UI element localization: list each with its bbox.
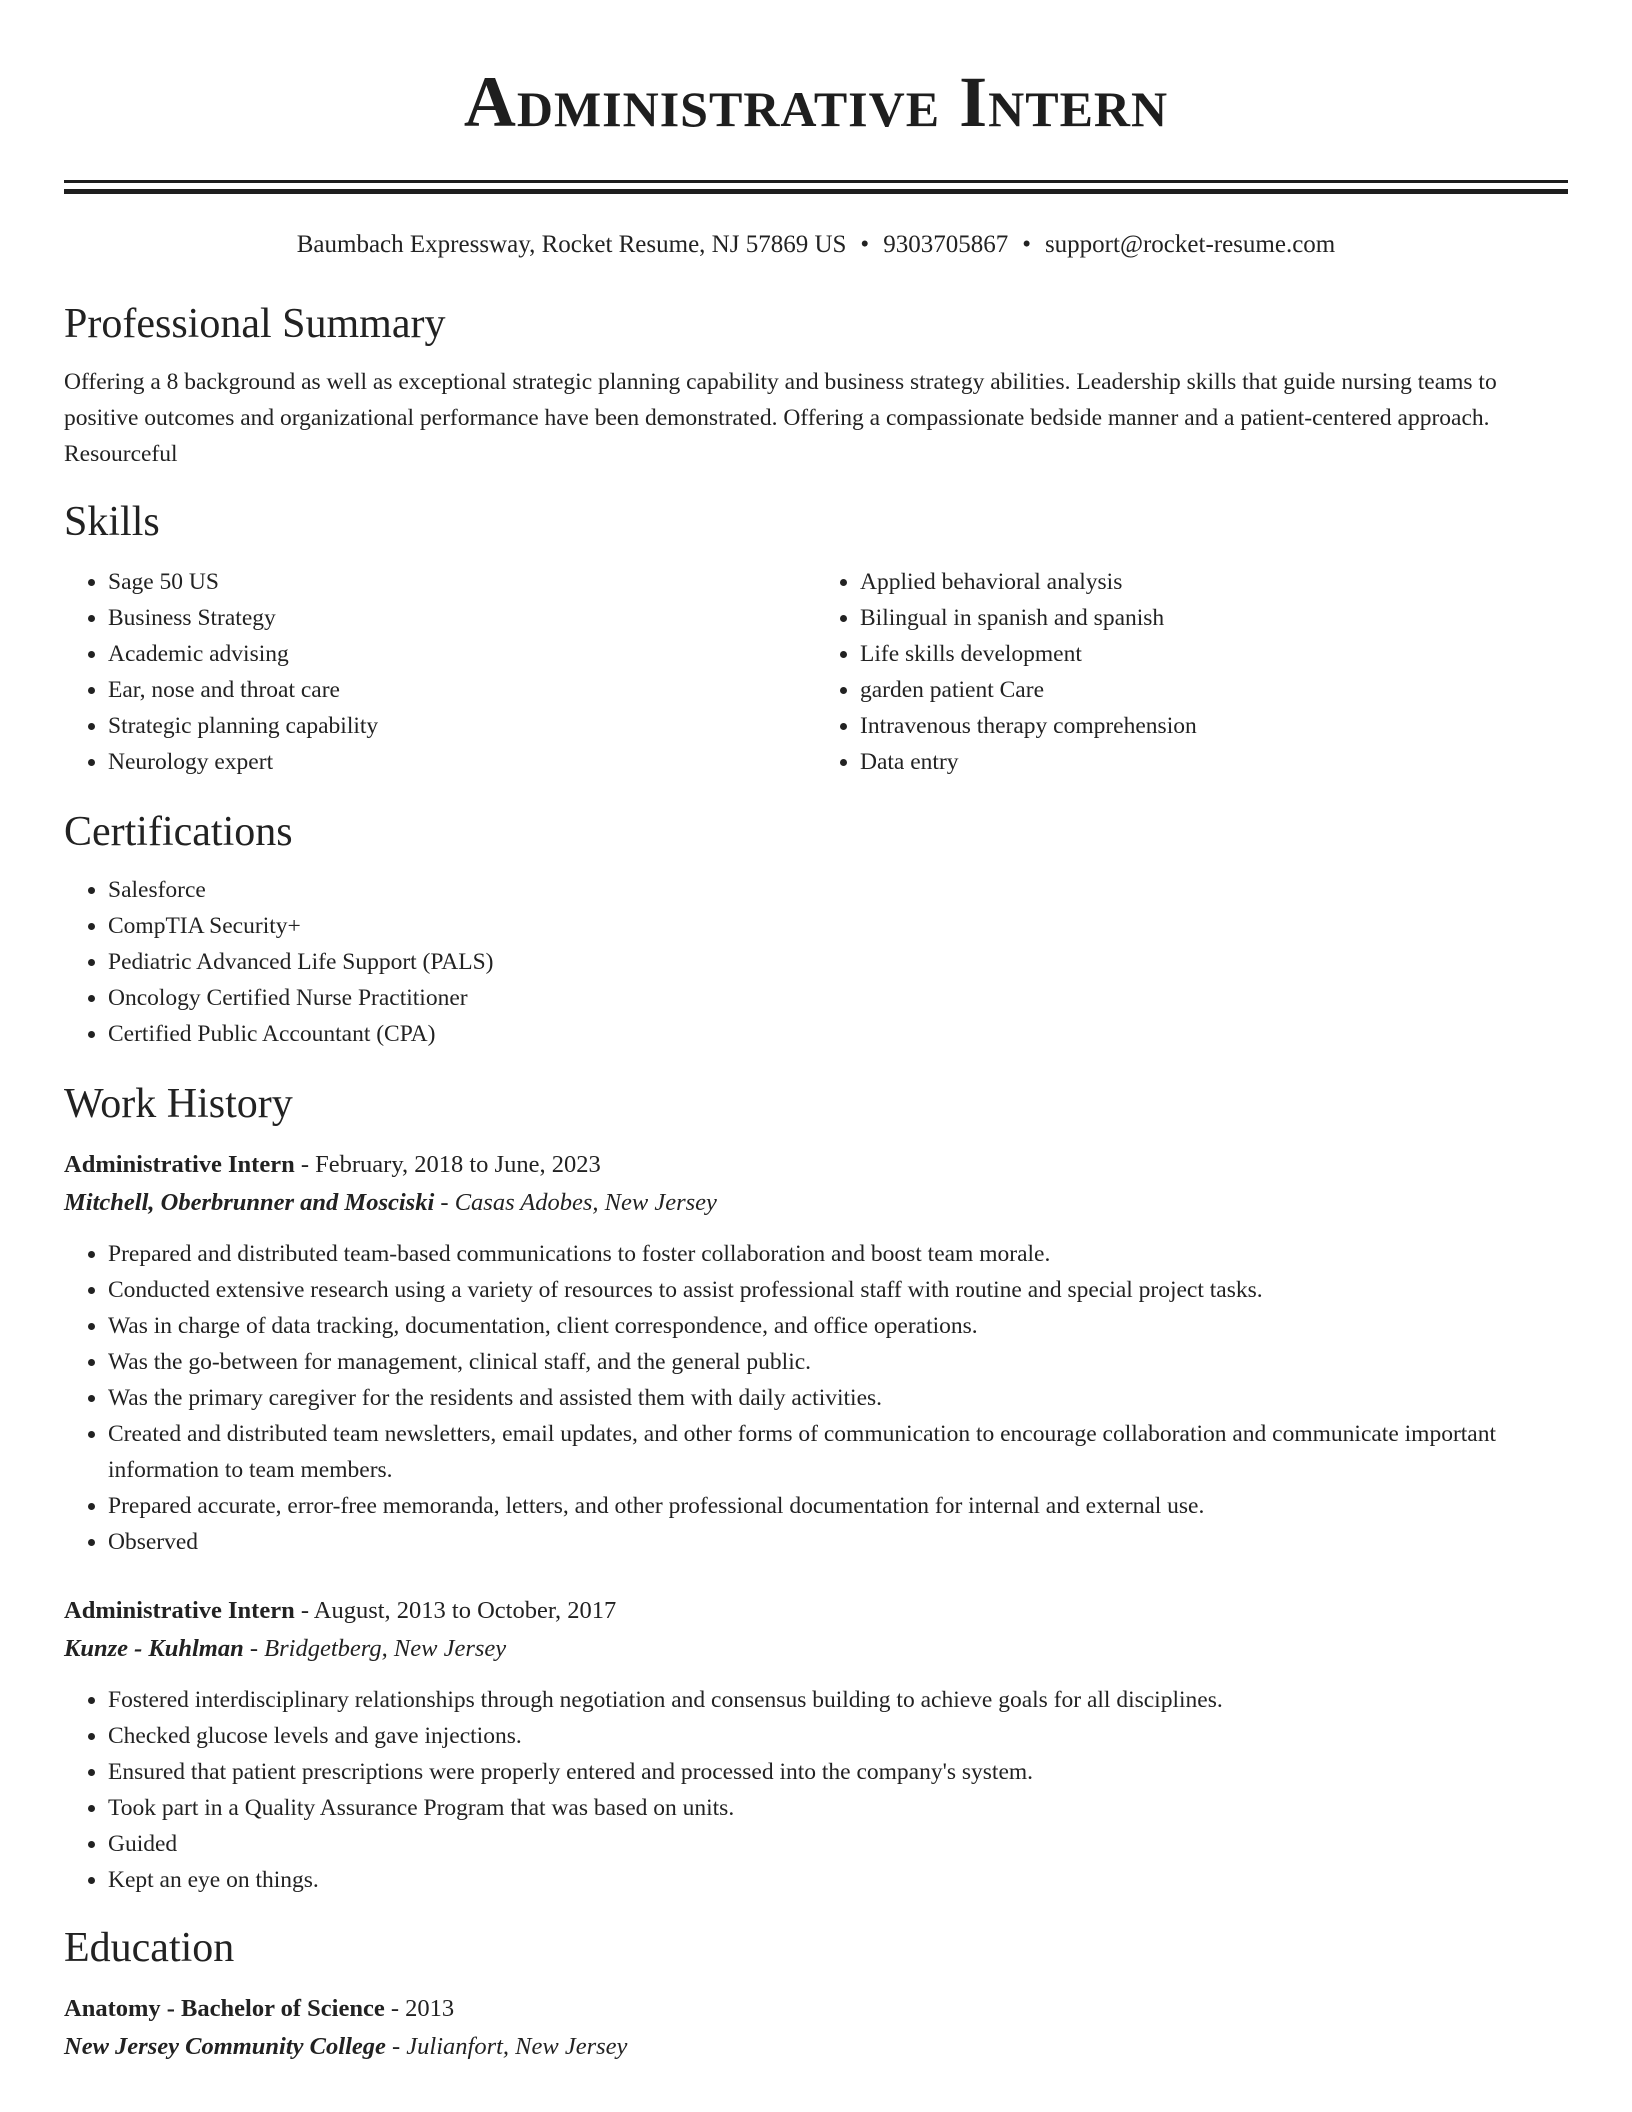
skill-item: • Intravenous therapy comprehension [860,708,1568,744]
job-header: Administrative Intern - February, 2018 to June, 2023 [64,1151,601,1178]
job-bullet: • Guided [108,1826,1568,1862]
job-bullet: • Prepared and distributed team-based communications to foster collaboration and boost team morale. [108,1236,1568,1272]
education-year: 2013 [405,1995,455,2022]
education-header: Anatomy - Bachelor of Science - 2013 [64,1995,455,2022]
education-degree: Anatomy - Bachelor of Science [64,1995,385,2022]
skill-item: • Sage 50 US [108,564,816,600]
title-rule-bottom [64,189,1568,194]
skill-item: • Business Strategy [108,600,816,636]
skill-item: • Data entry [860,744,1568,780]
contact-separator: • [860,231,870,258]
skill-item: • Bilingual in spanish and spanish [860,600,1568,636]
job-bullets [64,1682,1568,1898]
contact-line [64,228,1568,262]
skill-item: • Applied behavioral analysis [860,564,1568,600]
skill-item: • Neurology expert [108,744,816,780]
certification-item: • Oncology Certified Nurse Practitioner [108,980,1568,1016]
contact-address: Baumbach Expressway, Rocket Resume, NJ 57869 US [296,231,847,258]
job-organization: Mitchell, Oberbrunner and Mosciski - Casas Adobes, New Jersey [64,1189,717,1216]
job-header: Administrative Intern - August, 2013 to October, 2017 [64,1597,617,1624]
job-organization: Kunze - Kuhlman - Bridgetberg, New Jersey [64,1635,507,1662]
job-bullet: • Prepared accurate, error-free memoranda, letters, and other professional documentation for internal and external use. [108,1488,1568,1524]
job-bullet: • Checked glucose levels and gave injections. [108,1718,1568,1754]
job-dates: August, 2013 to October, 2017 [313,1597,617,1624]
education-organization: New Jersey Community College - Julianfort, New Jersey [64,2033,628,2060]
job-bullet: • Was the go-between for management, clinical staff, and the general public. [108,1344,1568,1380]
job-bullet: • Fostered interdisciplinary relationships through negotiation and consensus building to achieve goals for all disciplines. [108,1682,1568,1718]
contact-separator: • [1022,231,1031,258]
summary-heading: Professional Summary [64,301,446,347]
contact-email: support@rocket-resume.com [1044,231,1336,258]
certification-item: • CompTIA Security+ [108,908,1568,944]
contact-phone: 9303705867 [883,231,1009,258]
certification-item: • Pediatric Advanced Life Support (PALS) [108,944,1568,980]
job-company: Kunze - Kuhlman [64,1635,244,1662]
education-location: Julianfort, New Jersey [406,2033,628,2060]
job-bullet: • Was the primary caregiver for the residents and assisted them with daily activities. [108,1380,1568,1416]
education-heading: Education [64,1925,235,1971]
job-bullet: • Took part in a Quality Assurance Program that was based on units. [108,1790,1568,1826]
skill-item: • Ear, nose and throat care [108,672,816,708]
job-bullet: • Ensured that patient prescriptions were properly entered and processed into the company's system. [108,1754,1568,1790]
work-history-heading: Work History [64,1081,293,1127]
job-entry [64,1146,1568,1560]
skill-item: • Life skills development [860,636,1568,672]
job-bullets [64,1236,1568,1560]
job-location: Casas Adobes, New Jersey [454,1189,717,1216]
certification-item: • Certified Public Accountant (CPA) [108,1016,1568,1052]
job-dates: February, 2018 to June, 2023 [315,1151,601,1178]
job-bullet: • Created and distributed team newsletters, email updates, and other forms of communication to encourage collaboration and communicate important information to team members. [108,1416,1568,1488]
skill-item: • Academic advising [108,636,816,672]
job-title: Administrative Intern [64,1151,295,1178]
job-bullet: • Was in charge of data tracking, documentation, client correspondence, and office operations. [108,1308,1568,1344]
resume-title: Administrative Intern [463,62,1169,142]
job-bullet: • Conducted extensive research using a variety of resources to assist professional staff with routine and special project tasks. [108,1272,1568,1308]
education-school: New Jersey Community College [64,2033,386,2060]
job-entry [64,1592,1568,1898]
skill-item: • Strategic planning capability [108,708,816,744]
skills-left-list [64,564,816,780]
summary-text: Offering a 8 background as well as exceptional strategic planning capability and business strategy abilities. Leadership skills that guide nursing teams to positive outcomes and organizational performance have been demonstrated. Offering a compassionate bedside manner and a patient-centered approach. Resourceful [64,369,1497,467]
job-bullet: • Observed [108,1524,1568,1560]
skills-columns [64,564,1568,780]
job-bullet: • Kept an eye on things. [108,1862,1568,1898]
certifications-heading: Certifications [64,809,293,855]
certifications-list [64,872,1568,1052]
job-location: Bridgetberg, New Jersey [264,1635,507,1662]
skills-right-list [816,564,1568,780]
certification-item: • Salesforce [108,872,1568,908]
skills-heading: Skills [64,499,160,545]
job-title: Administrative Intern [64,1597,295,1624]
education-entry [64,1990,1568,2066]
title-rule-top [64,180,1568,183]
job-company: Mitchell, Oberbrunner and Mosciski [64,1189,435,1216]
skill-item: • garden patient Care [860,672,1568,708]
